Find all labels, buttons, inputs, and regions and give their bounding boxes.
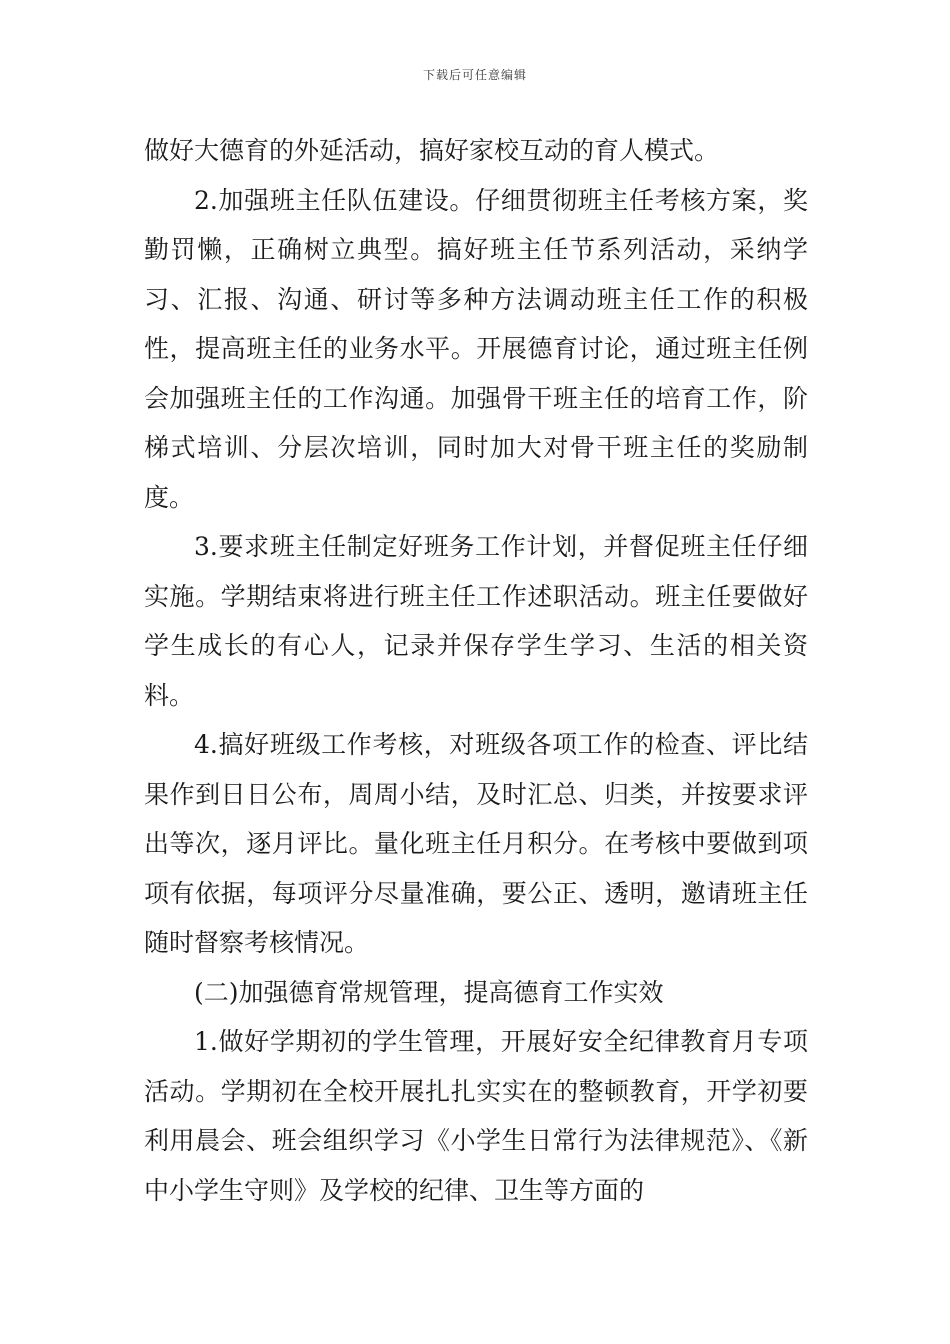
paragraph-4: 4.搞好班级工作考核，对班级各项工作的检查、评比结果作到日日公布，周周小结，及时汇总、归类，并按要求评出等次，逐月评比。量化班主任月积分。在考核中要做到项项有依据，每项评分尽量准确，要公正、透明，邀请班主任随时督察考核情况。 (144, 730, 808, 957)
paragraph-5: 1.做好学期初的学生管理，开展好安全纪律教育月专项活动。学期初在全校开展扎扎实实在的整顿教育，开学初要利用晨会、班会组织学习《小学生日常行为法律规范》、《新中小学生守则》及学校的纪律、卫生等方面的 (144, 1027, 808, 1205)
header-note: 下载后可任意编辑 (422, 68, 527, 82)
paragraph-1: 做好大德育的外延活动，搞好家校互动的育人模式。 (144, 136, 720, 165)
paragraph-3: 3.要求班主任制定好班务工作计划，并督促班主任仔细实施。学期结束将进行班主任工作述职活动。班主任要做好学生成长的有心人，记录并保存学生学习、生活的相关资料。 (144, 532, 808, 710)
section-heading: (二)加强德育常规管理，提高德育工作实效 (194, 977, 664, 1007)
document-body (144, 126, 808, 1215)
paragraph-2: 2.加强班主任队伍建设。仔细贯彻班主任考核方案，奖勤罚懒，正确树立典型。搞好班主任节系列活动，采纳学习、汇报、沟通、研讨等多种方法调动班主任工作的积极性，提高班主任的业务水平。开展德育讨论，通过班主任例会加强班主任的工作沟通。加强骨干班主任的培育工作，阶梯式培训、分层次培训，同时加大对骨干班主任的奖励制度。 (144, 185, 808, 512)
